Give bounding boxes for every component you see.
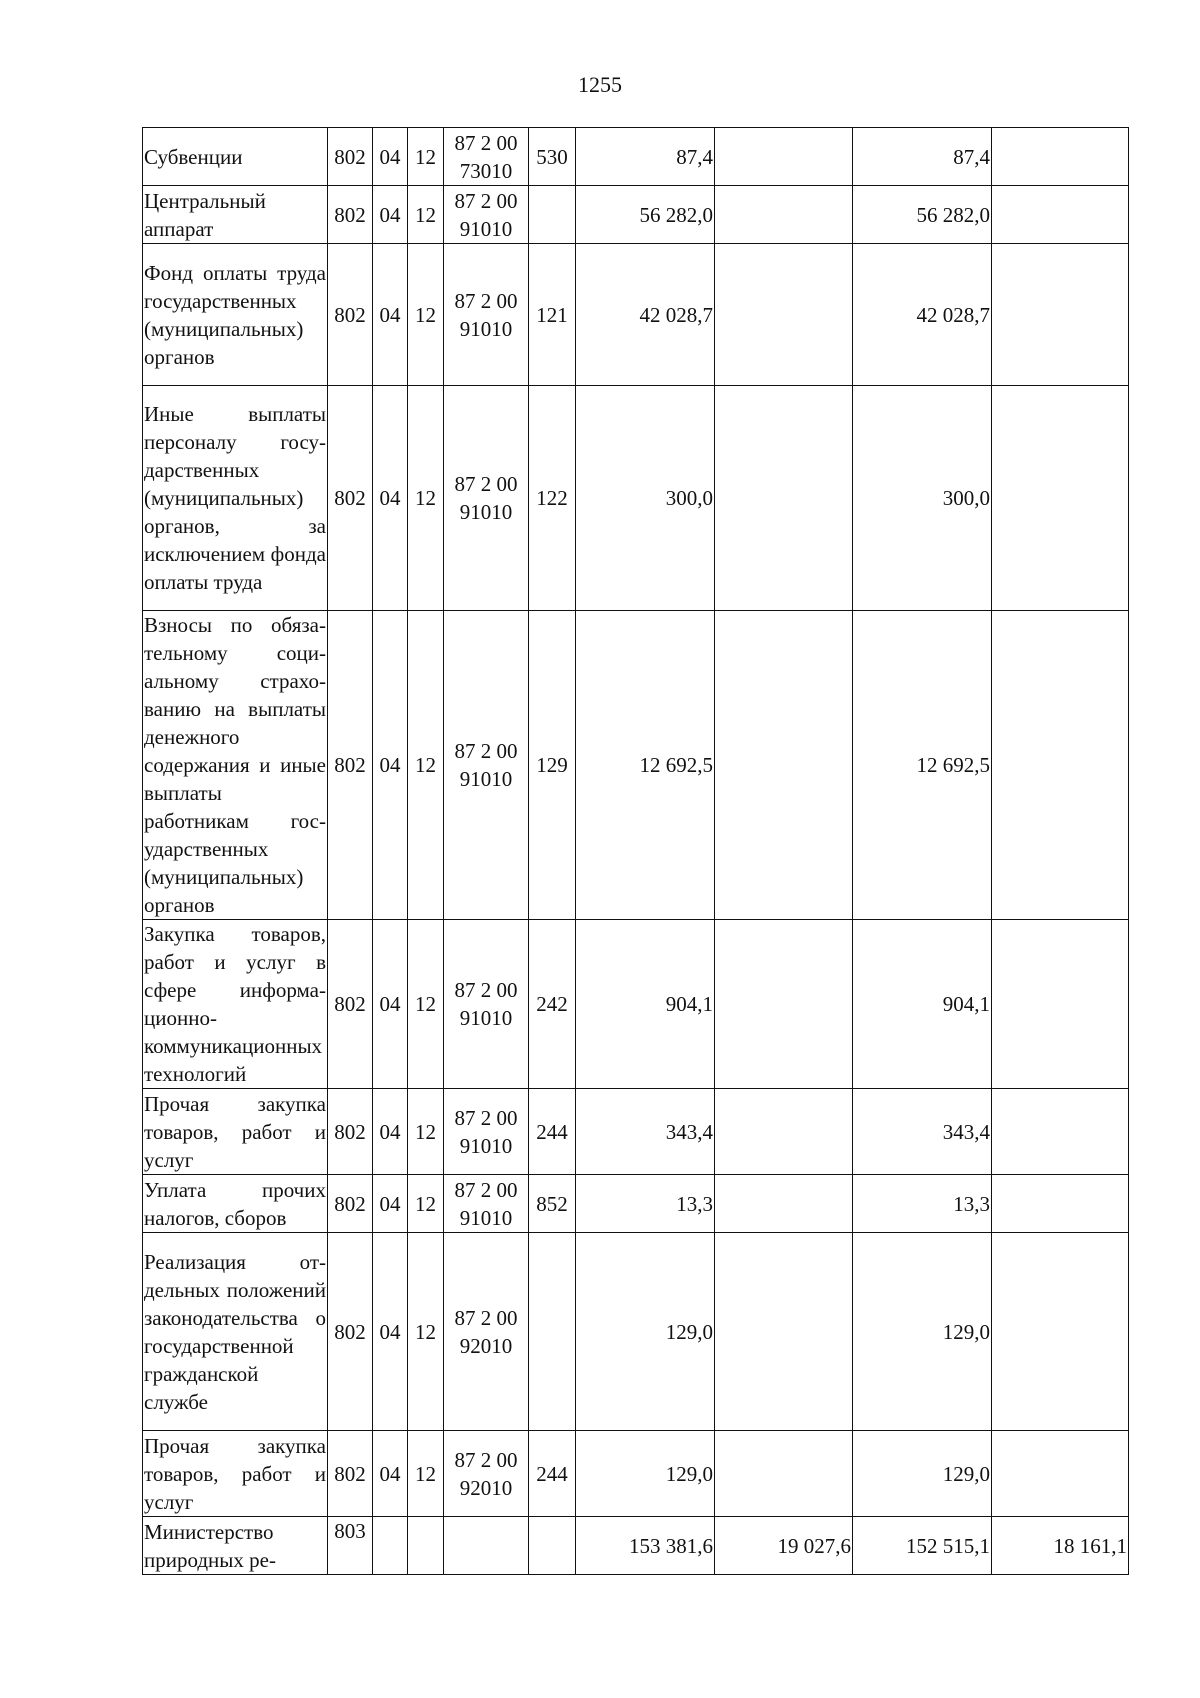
ministry-code: 802 [328, 1175, 373, 1233]
sum-federal-2: 18 161,1 [992, 1517, 1129, 1575]
row-name: Иные выплаты персоналу государственных (муниципальных) органов, за исключением фонда оплаты труда [143, 386, 328, 611]
budget-table [142, 127, 1129, 1575]
expense-type-code: 244 [529, 1089, 576, 1175]
row-name: Субвенции [143, 128, 328, 186]
table-row [143, 386, 1129, 611]
sum-federal [715, 1089, 853, 1175]
sum-federal-2 [992, 186, 1129, 244]
sum-federal [715, 244, 853, 386]
row-name: Уплата прочих налогов, сборов [143, 1175, 328, 1233]
sum-federal: 19 027,6 [715, 1517, 853, 1575]
ministry-code: 802 [328, 128, 373, 186]
target-article-code [444, 1517, 529, 1575]
ministry-code: 803 [328, 1517, 373, 1575]
sum-total: 56 282,0 [576, 186, 715, 244]
table-row [143, 1175, 1129, 1233]
sum-total-2: 152 515,1 [853, 1517, 992, 1575]
sum-total: 129,0 [576, 1233, 715, 1431]
section-code: 04 [373, 1233, 408, 1431]
ministry-code: 802 [328, 920, 373, 1089]
target-article-code: 87 2 00 73010 [444, 128, 529, 186]
table-row [143, 128, 1129, 186]
row-name: Взносы по обязательному социальному страхованию на выплаты денежного содержания и иные выплаты работникам государственных (муниципальных) органов [143, 611, 328, 920]
expense-type-code [529, 1517, 576, 1575]
target-article-code: 87 2 00 91010 [444, 920, 529, 1089]
section-code: 04 [373, 1175, 408, 1233]
target-article-code: 87 2 00 92010 [444, 1431, 529, 1517]
expense-type-code: 244 [529, 1431, 576, 1517]
sum-federal [715, 920, 853, 1089]
sum-total-2: 87,4 [853, 128, 992, 186]
row-name: Реализация отдельных положений законодательства о государственной гражданской службе [143, 1233, 328, 1431]
subsection-code: 12 [408, 244, 444, 386]
sum-total: 13,3 [576, 1175, 715, 1233]
sum-federal [715, 611, 853, 920]
subsection-code: 12 [408, 611, 444, 920]
sum-total-2: 13,3 [853, 1175, 992, 1233]
subsection-code [408, 1517, 444, 1575]
sum-total-2: 129,0 [853, 1233, 992, 1431]
sum-total: 153 381,6 [576, 1517, 715, 1575]
expense-type-code: 122 [529, 386, 576, 611]
sum-federal-2 [992, 920, 1129, 1089]
row-name: Министерство природных ре- [143, 1517, 328, 1575]
expense-type-code: 852 [529, 1175, 576, 1233]
target-article-code: 87 2 00 91010 [444, 1175, 529, 1233]
table-row [143, 611, 1129, 920]
subsection-code: 12 [408, 386, 444, 611]
sum-total-2: 42 028,7 [853, 244, 992, 386]
expense-type-code: 242 [529, 920, 576, 1089]
section-code: 04 [373, 386, 408, 611]
sum-federal-2 [992, 1175, 1129, 1233]
sum-total: 87,4 [576, 128, 715, 186]
sum-total-2: 12 692,5 [853, 611, 992, 920]
table-row [143, 186, 1129, 244]
ministry-code: 802 [328, 1431, 373, 1517]
ministry-code: 802 [328, 1233, 373, 1431]
subsection-code: 12 [408, 1431, 444, 1517]
ministry-code: 802 [328, 244, 373, 386]
subsection-code: 12 [408, 128, 444, 186]
target-article-code: 87 2 00 91010 [444, 1089, 529, 1175]
section-code: 04 [373, 1089, 408, 1175]
subsection-code: 12 [408, 1175, 444, 1233]
sum-federal [715, 1431, 853, 1517]
sum-federal-2 [992, 128, 1129, 186]
ministry-code: 802 [328, 386, 373, 611]
sum-total: 129,0 [576, 1431, 715, 1517]
section-code: 04 [373, 611, 408, 920]
expense-type-code: 121 [529, 244, 576, 386]
sum-federal [715, 386, 853, 611]
sum-total: 904,1 [576, 920, 715, 1089]
subsection-code: 12 [408, 920, 444, 1089]
ministry-code: 802 [328, 611, 373, 920]
row-name: Закупка товаров, работ и услуг в сфере информационно-коммуникационных технологий [143, 920, 328, 1089]
section-code: 04 [373, 244, 408, 386]
table-row [143, 920, 1129, 1089]
sum-total: 343,4 [576, 1089, 715, 1175]
target-article-code: 87 2 00 91010 [444, 244, 529, 386]
row-name: Фонд оплаты труда государственных (муниципальных) органов [143, 244, 328, 386]
sum-federal-2 [992, 1431, 1129, 1517]
table-row [143, 1431, 1129, 1517]
section-code [373, 1517, 408, 1575]
ministry-code: 802 [328, 1089, 373, 1175]
sum-total: 300,0 [576, 386, 715, 611]
sum-federal [715, 186, 853, 244]
table-row [143, 1233, 1129, 1431]
section-code: 04 [373, 186, 408, 244]
expense-type-code: 530 [529, 128, 576, 186]
row-name: Прочая закупка товаров, работ и услуг [143, 1089, 328, 1175]
sum-federal-2 [992, 1089, 1129, 1175]
section-code: 04 [373, 1431, 408, 1517]
subsection-code: 12 [408, 1089, 444, 1175]
expense-type-code [529, 186, 576, 244]
sum-total-2: 904,1 [853, 920, 992, 1089]
sum-total-2: 129,0 [853, 1431, 992, 1517]
sum-total: 42 028,7 [576, 244, 715, 386]
expense-type-code: 129 [529, 611, 576, 920]
row-name: Прочая закупка товаров, работ и услуг [143, 1431, 328, 1517]
sum-federal [715, 1233, 853, 1431]
target-article-code: 87 2 00 92010 [444, 1233, 529, 1431]
subsection-code: 12 [408, 1233, 444, 1431]
sum-federal-2 [992, 611, 1129, 920]
page-number: 1255 [578, 72, 622, 97]
sum-federal-2 [992, 1233, 1129, 1431]
sum-federal-2 [992, 386, 1129, 611]
section-code: 04 [373, 128, 408, 186]
table-row [143, 244, 1129, 386]
table-row [143, 1517, 1129, 1575]
row-name: Центральный аппарат [143, 186, 328, 244]
target-article-code: 87 2 00 91010 [444, 186, 529, 244]
sum-federal [715, 1175, 853, 1233]
sum-total-2: 343,4 [853, 1089, 992, 1175]
subsection-code: 12 [408, 186, 444, 244]
section-code: 04 [373, 920, 408, 1089]
target-article-code: 87 2 00 91010 [444, 611, 529, 920]
target-article-code: 87 2 00 91010 [444, 386, 529, 611]
sum-federal [715, 128, 853, 186]
sum-federal-2 [992, 244, 1129, 386]
expense-type-code [529, 1233, 576, 1431]
sum-total-2: 56 282,0 [853, 186, 992, 244]
sum-total-2: 300,0 [853, 386, 992, 611]
sum-total: 12 692,5 [576, 611, 715, 920]
table-row [143, 1089, 1129, 1175]
ministry-code: 802 [328, 186, 373, 244]
